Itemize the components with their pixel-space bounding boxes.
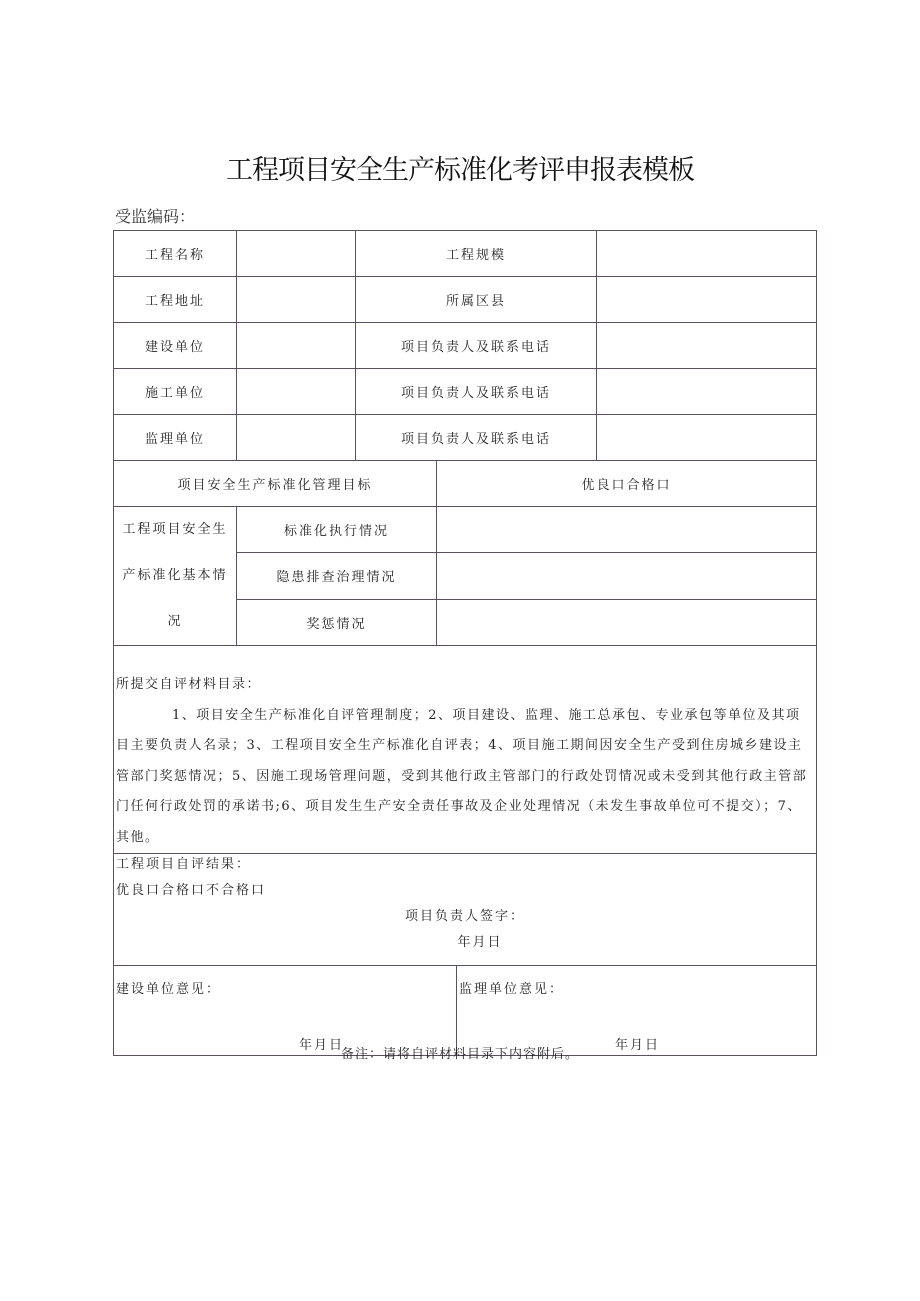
field-label: 项目负责人及联系电话 <box>356 323 597 369</box>
field-label: 工程名称 <box>114 231 237 277</box>
field-value[interactable] <box>437 507 817 553</box>
self-eval-options[interactable]: 优良口合格口不合格口 <box>116 883 267 898</box>
field-label: 施工单位 <box>114 369 237 415</box>
date-label: 年月日 <box>615 1038 661 1053</box>
materials-row <box>114 646 817 854</box>
field-value[interactable] <box>597 369 817 415</box>
field-label: 工程规模 <box>356 231 597 277</box>
goal-label: 项目安全生产标准化管理目标 <box>114 461 437 507</box>
field-label: 所属区县 <box>356 277 597 323</box>
date-label: 年月日 <box>457 935 503 950</box>
field-value[interactable] <box>437 599 817 645</box>
owner-opinion-label: 建设单位意见： <box>116 982 222 997</box>
field-value[interactable] <box>597 323 817 369</box>
field-value[interactable] <box>237 277 356 323</box>
field-value[interactable] <box>237 369 356 415</box>
materials-text: 1、项目安全生产标准化自评管理制度；2、项目建设、监理、施工总承包、专业承包等单位及其项目主要负责人名录；3、工程项目安全生产标准化自评表；4、项目施工期间因安全生产受到住房城乡建设主管部门奖惩情况；5、因施工现场管理问题，受到其他行政主管部门的行政处罚情况或未受到其他行政主管部门任何行政处罚的承诺书;6、项目发生生产安全责任事故及企业处理情况（未发生事故单位可不提交）；7、其他。 <box>116 707 808 845</box>
field-label: 监理单位 <box>114 415 237 461</box>
field-value[interactable] <box>597 277 817 323</box>
table-row <box>114 369 817 415</box>
basic-item-label: 标准化执行情况 <box>237 507 437 553</box>
opinions-row <box>114 966 817 1056</box>
field-label: 项目负责人及联系电话 <box>356 369 597 415</box>
table-row <box>114 231 817 277</box>
footnote: 备注：请将自评材料目录下内容附后。 <box>340 1047 579 1062</box>
signature-label: 项目负责人签字： <box>405 909 526 924</box>
field-value[interactable] <box>237 231 356 277</box>
self-eval-row <box>114 854 817 966</box>
field-value[interactable] <box>597 415 817 461</box>
field-label: 工程地址 <box>114 277 237 323</box>
materials-heading: 所提交自评材料目录： <box>116 677 262 692</box>
basic-item-label: 奖惩情况 <box>237 599 437 645</box>
field-value[interactable] <box>237 415 356 461</box>
goal-row <box>114 461 817 507</box>
basic-label: 工程项目安全生产标准化基本情况 <box>114 507 237 646</box>
table-row <box>114 277 817 323</box>
goal-options[interactable]: 优良口合格口 <box>437 461 817 507</box>
field-value[interactable] <box>597 231 817 277</box>
field-value[interactable] <box>237 323 356 369</box>
self-eval-heading: 工程项目自评结果： <box>116 857 252 872</box>
basic-row <box>114 507 817 553</box>
field-value[interactable] <box>437 553 817 599</box>
table-row <box>114 415 817 461</box>
date-label: 年月日 <box>299 1038 345 1053</box>
basic-item-label: 隐患排查治理情况 <box>237 553 437 599</box>
field-label: 建设单位 <box>114 323 237 369</box>
field-label: 项目负责人及联系电话 <box>356 415 597 461</box>
table-row <box>114 323 817 369</box>
code-label: 受监编码： <box>115 207 196 226</box>
supervisor-opinion-label: 监理单位意见： <box>459 982 565 997</box>
page-title: 工程项目安全生产标准化考评申报表模板 <box>226 155 694 186</box>
application-form <box>113 230 817 1056</box>
